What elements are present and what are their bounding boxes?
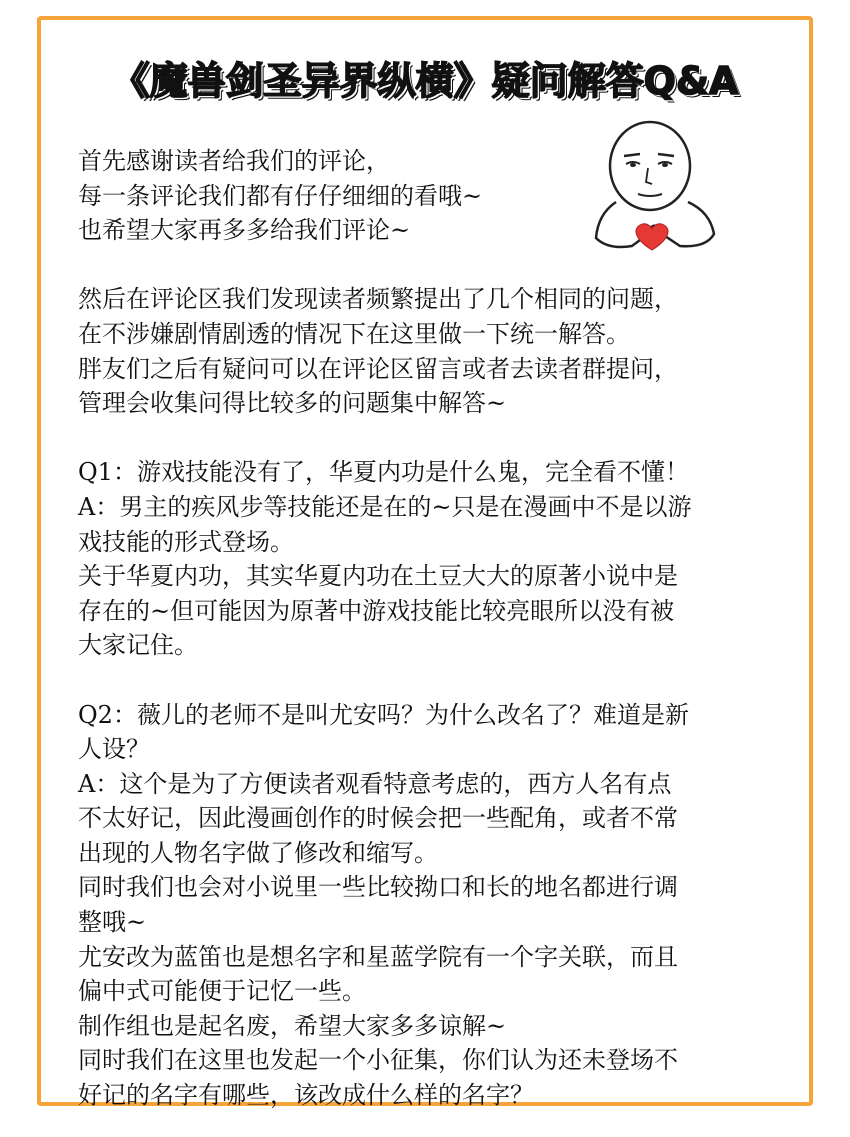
answer-line: 偏中式可能便于记忆一些。 (78, 977, 366, 1006)
text-line: 每一条评论我们都有仔仔细细的看哦~ (78, 181, 483, 210)
question-line: Q1：游戏技能没有了，华夏内功是什么鬼，完全看不懂！ (78, 458, 689, 487)
answer-line: 同时我们也会对小说里一些比较拗口和长的地名都进行调 (78, 873, 678, 902)
paragraph-intro (78, 282, 798, 420)
answer-line: 关于华夏内功，其实华夏内功在土豆大大的原著小说中是 (78, 562, 678, 591)
text-line: 也希望大家再多多给我们评论~ (78, 216, 411, 245)
answer-line: 出现的人物名字做了修改和缩写。 (78, 838, 438, 867)
text-line: 管理会收集问得比较多的问题集中解答~ (78, 389, 507, 418)
text-line: 首先感谢读者给我们的评论， (78, 147, 390, 175)
text-line: 在不涉嫌剧情剧透的情况下在这里做一下统一解答。 (78, 319, 630, 348)
answer-line: 好记的名字有哪些，该改成什么样的名字？ (78, 1081, 534, 1110)
answer-line: 存在的~但可能因为原著中游戏技能比较亮眼所以没有被 (78, 596, 675, 625)
answer-line: 不太好记，因此漫画创作的时候会把一些配角，或者不常 (78, 804, 678, 833)
answer-line: A：男主的疾风步等技能还是在的~只是在漫画中不是以游 (78, 492, 692, 521)
paragraph-q1 (78, 455, 798, 663)
text-line: 然后在评论区我们发现读者频繁提出了几个相同的问题， (78, 285, 678, 314)
paragraph-q2 (78, 698, 798, 1113)
question-line: 人设？ (78, 735, 150, 764)
text-line: 胖友们之后有疑问可以在评论区留言或者去读者群提问， (78, 354, 678, 383)
answer-line: 尤安改为蓝笛也是想名字和星蓝学院有一个字关联，而且 (78, 942, 678, 971)
question-line: Q2：薇儿的老师不是叫尤安吗？为什么改名了？难道是新 (78, 700, 689, 729)
article-body (78, 144, 798, 1113)
answer-line: 同时我们在这里也发起一个小征集，你们认为还未登场不 (78, 1046, 678, 1075)
answer-line: 制作组也是起名废，希望大家多多谅解~ (78, 1011, 507, 1040)
page-title: 《魔兽剑圣异界纵横》疑问解答Q&A (111, 59, 739, 103)
answer-line: 戏技能的形式登场。 (78, 527, 294, 556)
answer-line: A：这个是为了方便读者观看特意考虑的，西方人名有点 (78, 769, 672, 798)
answer-line: 整哦~ (78, 908, 147, 937)
answer-line: 大家记住。 (78, 631, 198, 660)
paragraph-thanks (78, 144, 798, 248)
